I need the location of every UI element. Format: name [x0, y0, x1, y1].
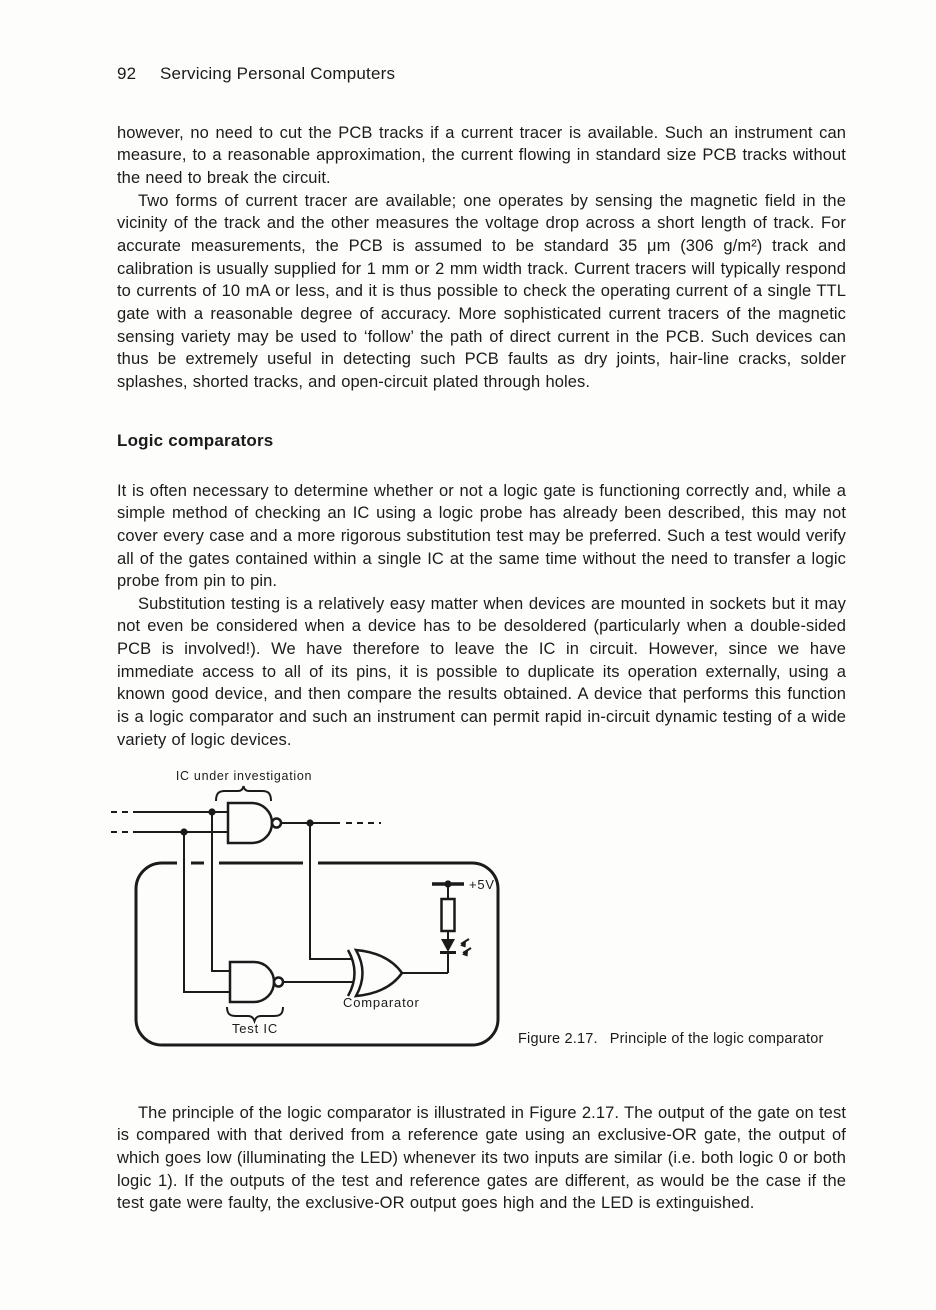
xor-gate-input-arc: [348, 950, 355, 996]
label-supply-voltage: +5V: [469, 877, 495, 892]
tap-wire-c: [310, 823, 352, 959]
paragraph-logic-comparators-1: It is often necessary to determine whether or not a logic gate is functioning correctly and, while a simple method of checking an IC using a logic probe has already been described, this may not cover every case and a more rigorous substitution test may be preferred. Such a test would verify all of the gates contained within a single IC at the same time without the need to transfer a logic probe from pin to pin.: [117, 481, 846, 591]
running-header: [117, 64, 395, 84]
test-ic-brace: [227, 1007, 283, 1021]
section-heading: Logic comparators: [117, 431, 274, 451]
junction-dot: [306, 819, 313, 826]
ic-under-test-nand-gate: [228, 803, 272, 843]
xor-gate-body: [356, 950, 402, 996]
figure-caption-text: Principle of the logic comparator: [609, 1031, 824, 1047]
running-title: Servicing Personal Computers: [160, 64, 396, 83]
label-ic-under-investigation: IC under investigation: [175, 769, 313, 783]
resistor-icon: [442, 899, 455, 931]
figure-2-17-circuit-diagram: [0, 755, 936, 1060]
nand-inverter-bubble: [272, 819, 281, 828]
ic-under-test-brace: [216, 786, 271, 801]
figure-caption: [518, 1031, 824, 1047]
led-icon: [441, 939, 455, 952]
junction-dot: [208, 808, 215, 815]
paragraph-current-tracer-forms: Two forms of current tracer are available; one operates by sensing the magnetic field in the vicinity of the track and the other measures the voltage drop across a short length of track. For accurate measurements, the PCB is assumed to be standard 35 μm (306 g/m²) track and calibration is usually supplied for 1 mm or 2 mm width track. Current tracers will typically respond to currents of 10 mA or less, and it is thus possible to check the operating current of a single TTL gate with a reasonable degree of accuracy. More sophisticated current tracers of the magnetic sensing variety may be used to ‘follow’ the path of direct current in the PCB. Such devices can thus be extremely useful in detecting such PCB faults as dry joints, hair-line cracks, solder splashes, shorted tracks, and open-circuit plated through holes.: [117, 191, 846, 392]
tap-wire-b: [184, 832, 230, 992]
figure-caption-number: Figure 2.17.: [518, 1031, 598, 1047]
junction-dot: [444, 880, 451, 887]
test-nand-inverter-bubble: [274, 978, 283, 987]
label-comparator: Comparator: [343, 995, 420, 1010]
page-number: 92: [117, 64, 137, 83]
label-test-ic: Test IC: [231, 1021, 279, 1036]
paragraph-logic-comparators-2: Substitution testing is a relatively easy matter when devices are mounted in sockets but it may not even be considered when a device has to be desoldered (particularly when a double-sided PCB is involved!). We have therefore to leave the IC in circuit. However, since we have immediate access to all of its pins, it is possible to duplicate its operation externally, using a known good device, and then compare the results obtained. A device that performs this function is a logic comparator and such an instrument can permit rapid in-circuit dynamic testing of a wide variety of logic devices.: [117, 594, 846, 749]
junction-dot: [180, 828, 187, 835]
test-ic-nand-gate: [230, 962, 274, 1002]
xor-output-wire: [402, 953, 448, 973]
paragraph-current-tracer-intro: however, no need to cut the PCB tracks if a current tracer is available. Such an instrument can measure, to a reasonable approximation, the current flowing in standard size PCB tracks without the need to break the circuit.: [117, 123, 846, 187]
paragraph-principle: The principle of the logic comparator is illustrated in Figure 2.17. The output of the gate on test is compared with that derived from a reference gate using an exclusive-OR gate, the output of which goes low (illuminating the LED) whenever its two inputs are similar (i.e. both logic 0 or both logic 1). If the outputs of the test and reference gates are different, as would be the case if the test gate were faulty, the exclusive-OR output goes high and the LED is extinguished.: [117, 1103, 846, 1213]
